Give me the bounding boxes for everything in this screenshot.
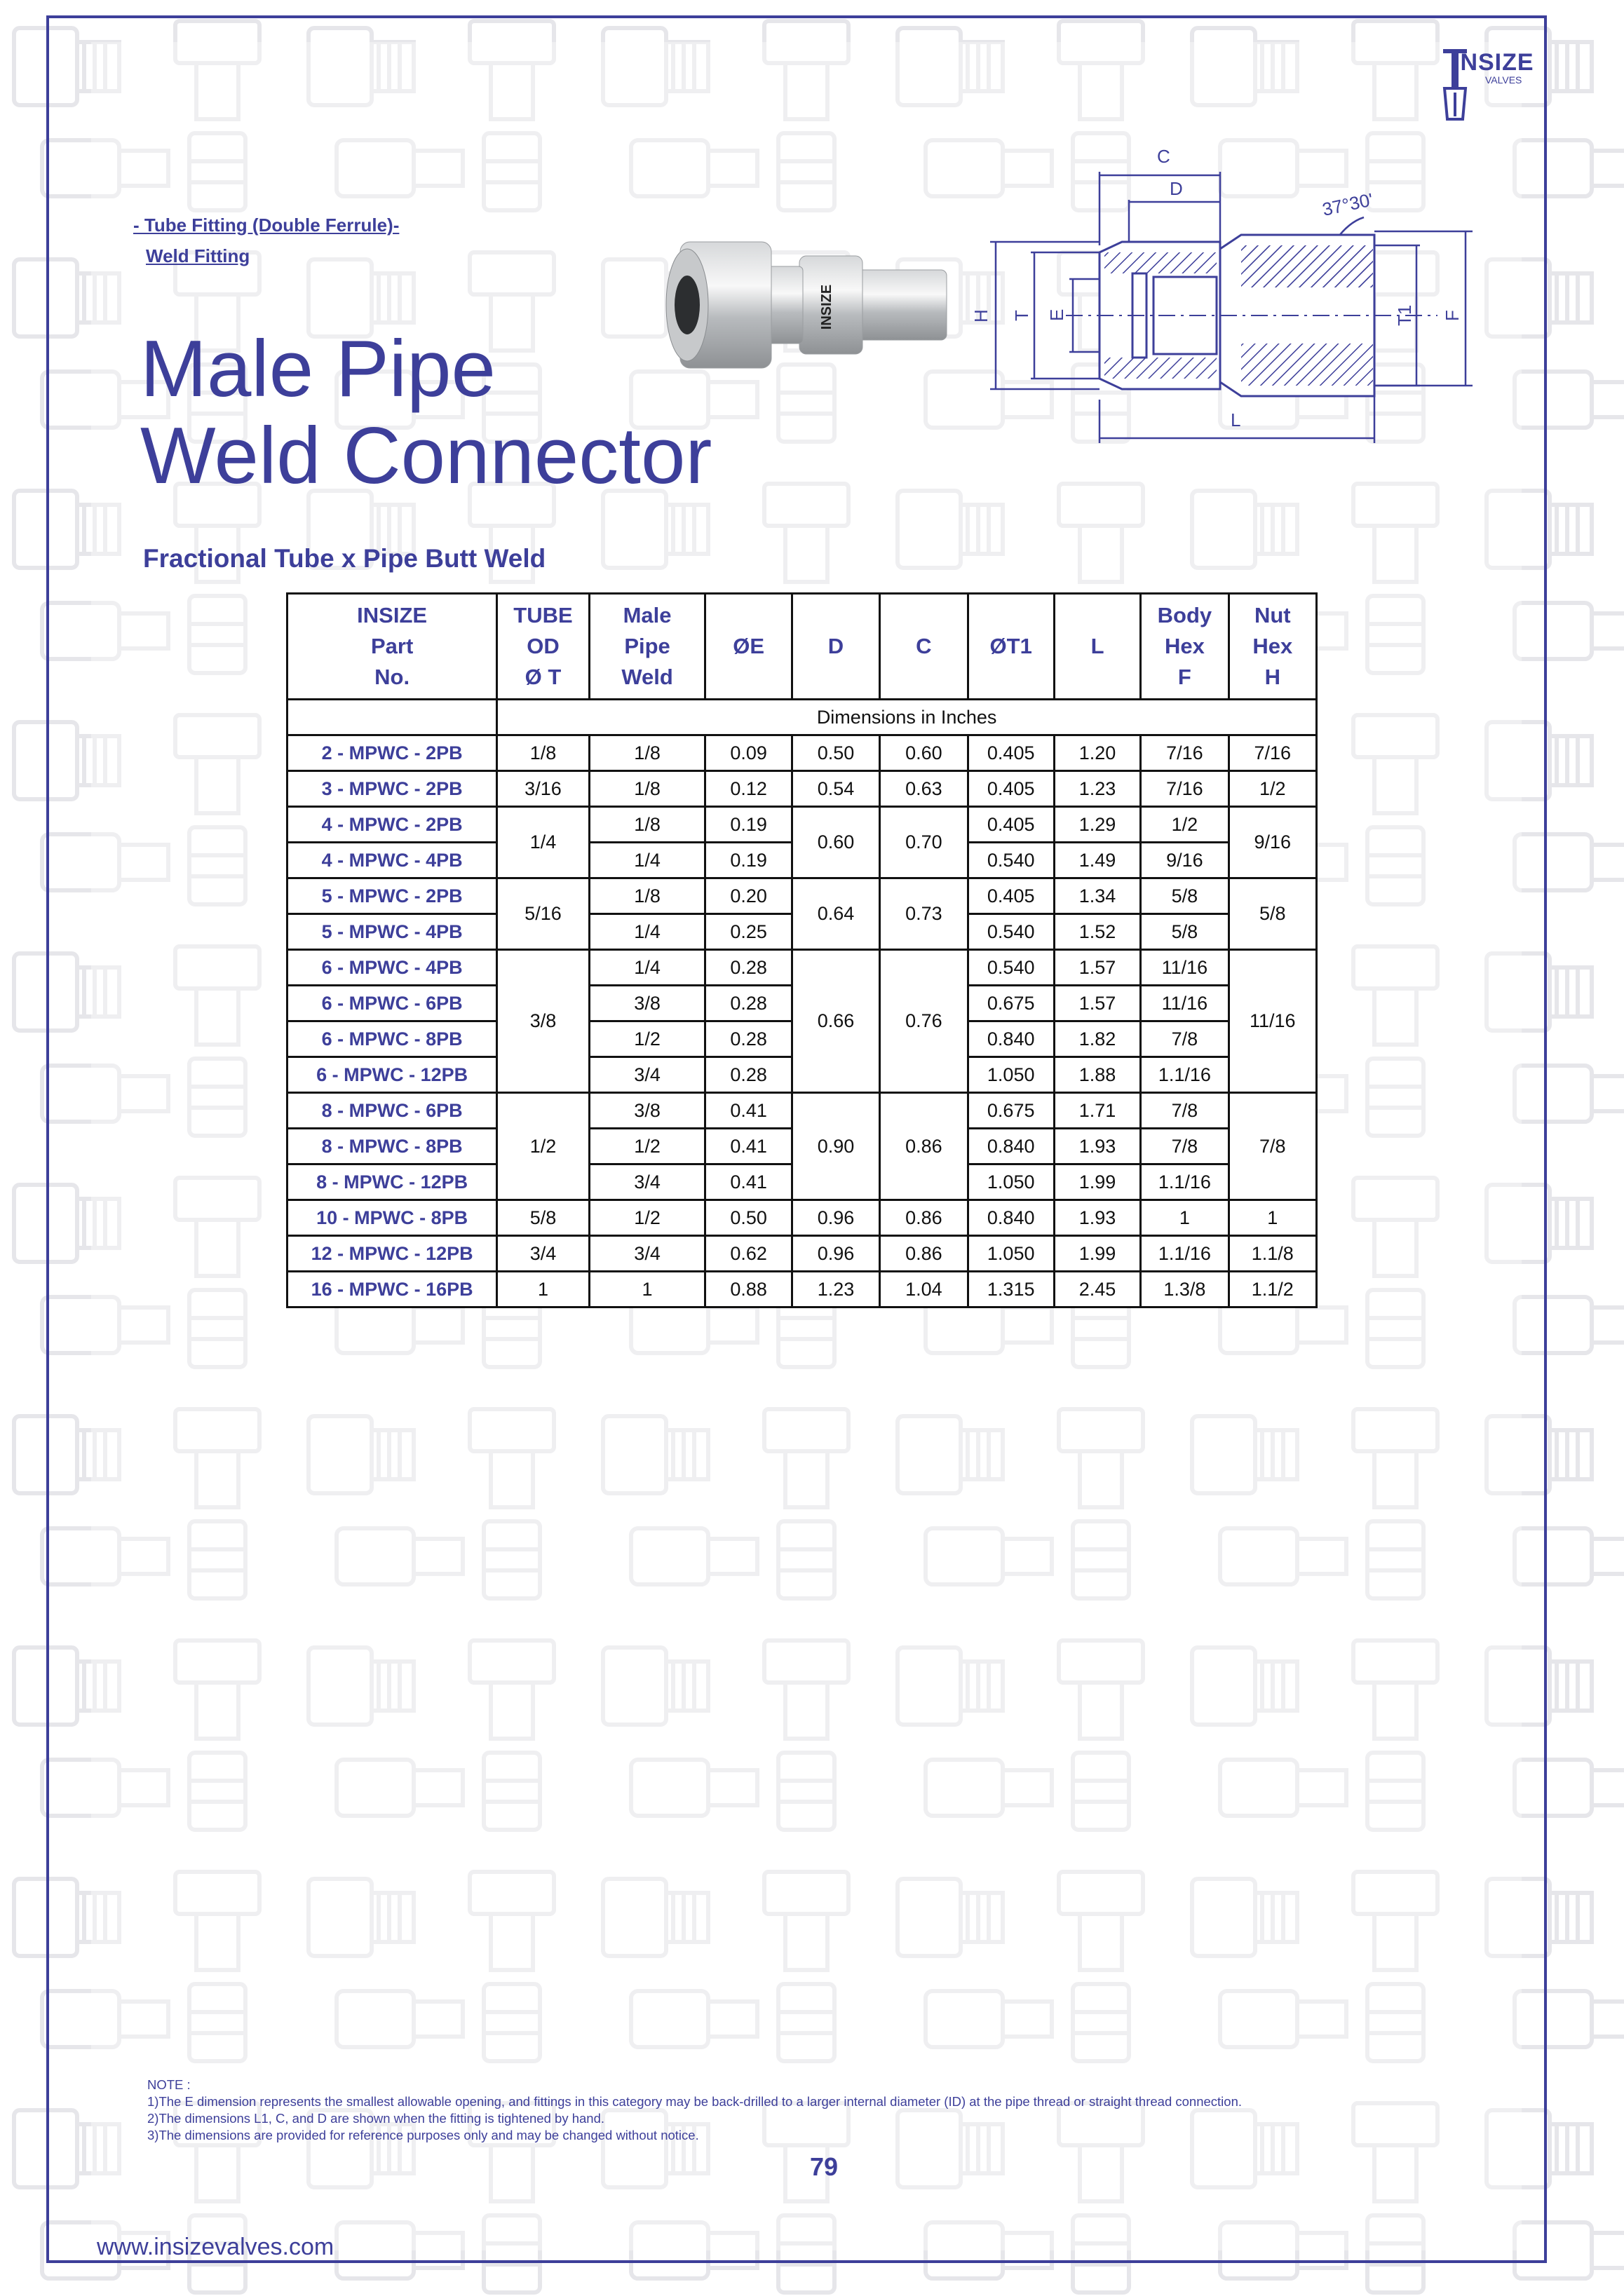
cell-f: 1.3/8: [1141, 1272, 1229, 1307]
cell-c: 0.63: [880, 771, 968, 807]
cell-t1: 1.050: [968, 1057, 1054, 1093]
header-d-text: D: [827, 634, 844, 658]
dimension-label-c: C: [1157, 146, 1170, 167]
cell-h: 7/16: [1229, 735, 1316, 771]
cell-part: 6 - MPWC - 12PB: [287, 1057, 497, 1093]
notes-heading: NOTE :: [147, 2077, 191, 2092]
cell-pipe: 1/2: [589, 1129, 705, 1164]
cell-t1: 0.540: [968, 843, 1054, 878]
cell-e: 0.25: [705, 914, 792, 950]
dimension-label-e: E: [1046, 308, 1067, 321]
cell-part: 8 - MPWC - 12PB: [287, 1164, 497, 1200]
cell-f: 5/8: [1141, 914, 1229, 950]
table-row: [287, 735, 1317, 771]
header-l-text: L: [1090, 634, 1104, 658]
cell-e: 0.50: [705, 1200, 792, 1236]
cell-part: 6 - MPWC - 6PB: [287, 986, 497, 1021]
col-header-d: [792, 594, 879, 700]
cell-pipe: 1/8: [589, 878, 705, 914]
cell-l: 1.99: [1054, 1236, 1140, 1272]
cell-tube: 1/4: [497, 807, 589, 878]
cell-t1: 0.405: [968, 807, 1054, 843]
cell-e: 0.62: [705, 1236, 792, 1272]
cell-d: 0.90: [792, 1093, 879, 1200]
cell-h: 1/2: [1229, 771, 1316, 807]
cell-pipe: 1: [589, 1272, 705, 1307]
cell-l: 1.71: [1054, 1093, 1140, 1129]
cell-l: 1.52: [1054, 914, 1140, 950]
cell-pipe: 3/4: [589, 1236, 705, 1272]
header-pipe-text: Male Pipe Weld: [621, 603, 673, 689]
cell-d: 1.23: [792, 1272, 879, 1307]
units-label: Dimensions in Inches: [497, 700, 1317, 735]
cell-t1: 0.405: [968, 878, 1054, 914]
cell-pipe: 1/2: [589, 1021, 705, 1057]
units-empty-cell: [287, 700, 497, 735]
table-section-title: Fractional Tube x Pipe Butt Weld: [143, 544, 546, 573]
cell-pipe: 1/8: [589, 807, 705, 843]
cell-part: 5 - MPWC - 2PB: [287, 878, 497, 914]
cell-pipe: 3/8: [589, 1093, 705, 1129]
cell-pipe: 3/4: [589, 1057, 705, 1093]
cell-e: 0.19: [705, 843, 792, 878]
dimension-label-t1: T1: [1394, 304, 1415, 326]
cell-f: 1.1/16: [1141, 1057, 1229, 1093]
col-header-pipe: [589, 594, 705, 700]
cell-t1: 0.675: [968, 1093, 1054, 1129]
cell-f: 7/8: [1141, 1129, 1229, 1164]
cell-f: 11/16: [1141, 950, 1229, 986]
cell-pipe: 3/4: [589, 1164, 705, 1200]
cell-h: 7/8: [1229, 1093, 1316, 1200]
cell-l: 1.82: [1054, 1021, 1140, 1057]
col-header-nut-hex: [1229, 594, 1316, 700]
page-title-line2: Weld Connector: [140, 412, 712, 501]
cell-l: 1.34: [1054, 878, 1140, 914]
cell-pipe: 1/4: [589, 914, 705, 950]
cell-l: 1.49: [1054, 843, 1140, 878]
note-line-2: 2)The dimensions L1, C, and D are shown when the fitting is tightened by hand.: [147, 2111, 604, 2126]
cell-t1: 0.540: [968, 914, 1054, 950]
cell-tube: 3/4: [497, 1236, 589, 1272]
cell-t1: 1.315: [968, 1272, 1054, 1307]
cell-pipe: 1/4: [589, 843, 705, 878]
cell-t1: 0.840: [968, 1200, 1054, 1236]
website-link[interactable]: www.insizevalves.com: [97, 2234, 334, 2260]
table-row: [287, 1236, 1317, 1272]
cell-part: 2 - MPWC - 2PB: [287, 735, 497, 771]
cell-f: 9/16: [1141, 843, 1229, 878]
breadcrumb-subcategory[interactable]: Weld Fitting: [146, 245, 250, 266]
note-line-1: 1)The E dimension represents the smallest allowable opening, and fittings in this category may be back-drilled to a larger internal diameter (ID) at the pipe thread or straight thread connection.: [147, 2094, 1243, 2109]
cell-e: 0.28: [705, 1057, 792, 1093]
cell-l: 1.23: [1054, 771, 1140, 807]
dimension-label-h: H: [970, 309, 992, 322]
cell-part: 10 - MPWC - 8PB: [287, 1200, 497, 1236]
cell-l: 2.45: [1054, 1272, 1140, 1307]
col-header-t1: [968, 594, 1054, 700]
cell-f: 7/16: [1141, 771, 1229, 807]
table-row: [287, 950, 1317, 986]
cell-tube: 3/16: [497, 771, 589, 807]
cell-pipe: 1/8: [589, 735, 705, 771]
cell-h: 9/16: [1229, 807, 1316, 878]
header-e-text: ØE: [733, 634, 765, 658]
cell-d: 0.60: [792, 807, 879, 878]
col-header-c: [880, 594, 968, 700]
cell-f: 7/8: [1141, 1021, 1229, 1057]
col-header-part: [287, 594, 497, 700]
note-line-3: 3)The dimensions are provided for reference purposes only and may be changed without notice.: [147, 2128, 699, 2142]
cell-d: 0.50: [792, 735, 879, 771]
dimension-label-f: F: [1442, 310, 1463, 321]
dimension-label-t: T: [1011, 310, 1032, 321]
cell-pipe: 1/8: [589, 771, 705, 807]
cell-e: 0.28: [705, 1021, 792, 1057]
cell-c: 0.76: [880, 950, 968, 1093]
cell-t1: 0.675: [968, 986, 1054, 1021]
cell-t1: 0.840: [968, 1129, 1054, 1164]
cell-pipe: 3/8: [589, 986, 705, 1021]
cell-part: 6 - MPWC - 4PB: [287, 950, 497, 986]
cell-h: 5/8: [1229, 878, 1316, 950]
cell-t1: 1.050: [968, 1236, 1054, 1272]
cell-d: 0.96: [792, 1200, 879, 1236]
cell-c: 0.70: [880, 807, 968, 878]
dimension-label-angle: 37°30': [1320, 189, 1375, 220]
col-header-e: [705, 594, 792, 700]
dimension-drawing: [970, 140, 1480, 449]
header-part-text: INSIZE Part No.: [357, 603, 428, 689]
cell-f: 1: [1141, 1200, 1229, 1236]
table-row: [287, 878, 1317, 914]
cell-l: 1.29: [1054, 807, 1140, 843]
page-number: 79: [810, 2152, 839, 2181]
table-row: [287, 1093, 1317, 1129]
cell-tube: 1: [497, 1272, 589, 1307]
cell-h: 11/16: [1229, 950, 1316, 1093]
table-row: [287, 771, 1317, 807]
header-t1-text: ØT1: [989, 634, 1032, 658]
cell-part: 8 - MPWC - 6PB: [287, 1093, 497, 1129]
cell-part: 5 - MPWC - 4PB: [287, 914, 497, 950]
cell-part: 4 - MPWC - 2PB: [287, 807, 497, 843]
cell-pipe: 1/2: [589, 1200, 705, 1236]
dimension-label-d: D: [1170, 178, 1183, 199]
col-header-body-hex: [1141, 594, 1229, 700]
photo-brand-engraving: INSIZE: [819, 284, 834, 330]
cell-f: 1.1/16: [1141, 1164, 1229, 1200]
page-title: [140, 326, 712, 500]
cell-h: 1.1/8: [1229, 1236, 1316, 1272]
cell-e: 0.20: [705, 878, 792, 914]
cell-e: 0.09: [705, 735, 792, 771]
notes-section: [147, 2077, 1242, 2144]
cell-f: 7/8: [1141, 1093, 1229, 1129]
cell-t1: 0.405: [968, 735, 1054, 771]
cell-f: 7/16: [1141, 735, 1229, 771]
logo-wordmark: INSIZE: [1453, 49, 1534, 76]
table-row: [287, 807, 1317, 843]
cell-c: 0.73: [880, 878, 968, 950]
cell-d: 0.66: [792, 950, 879, 1093]
cell-c: 0.86: [880, 1200, 968, 1236]
cell-t1: 1.050: [968, 1164, 1054, 1200]
dimensions-table: [286, 592, 1318, 1308]
cell-pipe: 1/4: [589, 950, 705, 986]
cell-c: 1.04: [880, 1272, 968, 1307]
header-tube-text: TUBE OD Ø T: [513, 603, 573, 689]
table-header-row: [287, 594, 1317, 700]
cell-l: 1.57: [1054, 986, 1140, 1021]
cell-l: 1.57: [1054, 950, 1140, 986]
cell-f: 1.1/16: [1141, 1236, 1229, 1272]
header-c-text: C: [916, 634, 932, 658]
table-row: [287, 1200, 1317, 1236]
cell-h: 1: [1229, 1200, 1316, 1236]
cell-tube: 1/2: [497, 1093, 589, 1200]
cell-l: 1.88: [1054, 1057, 1140, 1093]
cell-l: 1.93: [1054, 1129, 1140, 1164]
cell-e: 0.28: [705, 950, 792, 986]
table-units-row: [287, 700, 1317, 735]
cell-l: 1.20: [1054, 735, 1140, 771]
cell-e: 0.12: [705, 771, 792, 807]
cell-t1: 0.540: [968, 950, 1054, 986]
cell-part: 3 - MPWC - 2PB: [287, 771, 497, 807]
header-nut-text: Nut Hex H: [1252, 603, 1293, 689]
cell-part: 8 - MPWC - 8PB: [287, 1129, 497, 1164]
cell-e: 0.28: [705, 986, 792, 1021]
cell-tube: 3/8: [497, 950, 589, 1093]
cell-h: 1.1/2: [1229, 1272, 1316, 1307]
cell-e: 0.41: [705, 1164, 792, 1200]
cell-f: 1/2: [1141, 807, 1229, 843]
cell-tube: 1/8: [497, 735, 589, 771]
cell-d: 0.96: [792, 1236, 879, 1272]
cell-tube: 5/8: [497, 1200, 589, 1236]
cell-e: 0.41: [705, 1093, 792, 1129]
cell-part: 6 - MPWC - 8PB: [287, 1021, 497, 1057]
cell-f: 5/8: [1141, 878, 1229, 914]
cell-tube: 5/16: [497, 878, 589, 950]
logo-subtext: VALVES: [1485, 74, 1522, 86]
breadcrumb-category[interactable]: - Tube Fitting (Double Ferrule)-: [133, 215, 400, 236]
product-photo: [659, 231, 954, 386]
cell-d: 0.64: [792, 878, 879, 950]
table-body: [287, 735, 1317, 1307]
cell-d: 0.54: [792, 771, 879, 807]
header-body-text: Body Hex F: [1157, 603, 1212, 689]
cell-part: 16 - MPWC - 16PB: [287, 1272, 497, 1307]
cell-c: 0.60: [880, 735, 968, 771]
col-header-l: [1054, 594, 1140, 700]
cell-t1: 0.405: [968, 771, 1054, 807]
dimension-label-l: L: [1231, 409, 1241, 430]
cell-part: 4 - MPWC - 4PB: [287, 843, 497, 878]
cell-e: 0.88: [705, 1272, 792, 1307]
cell-e: 0.41: [705, 1129, 792, 1164]
cell-c: 0.86: [880, 1236, 968, 1272]
cell-e: 0.19: [705, 807, 792, 843]
page-title-line1: Male Pipe: [140, 325, 496, 414]
col-header-tube: [497, 594, 589, 700]
cell-l: 1.99: [1054, 1164, 1140, 1200]
cell-part: 12 - MPWC - 12PB: [287, 1236, 497, 1272]
cell-t1: 0.840: [968, 1021, 1054, 1057]
cell-f: 11/16: [1141, 986, 1229, 1021]
cell-l: 1.93: [1054, 1200, 1140, 1236]
cell-c: 0.86: [880, 1093, 968, 1200]
table-row: [287, 1272, 1317, 1307]
